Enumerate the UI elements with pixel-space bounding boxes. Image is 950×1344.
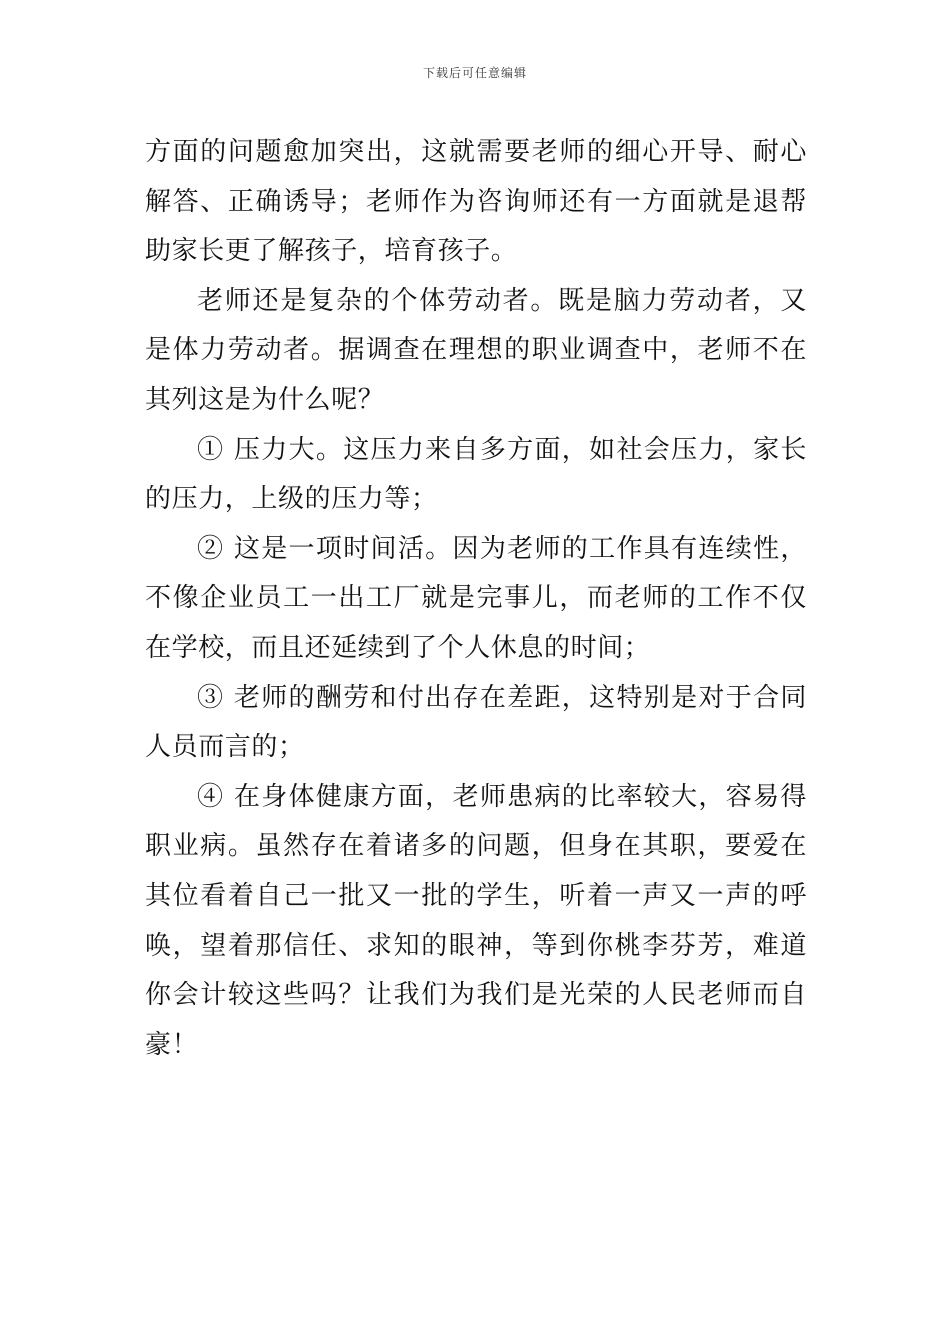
paragraph-3: ① 压力大。这压力来自多方面，如社会压力，家长的压力，上级的压力等； <box>145 434 807 515</box>
page-header: 下载后可任意编辑 <box>422 66 527 80</box>
paragraph-5: ③ 老师的酬劳和付出存在差距，这特别是对于合同人员而言的； <box>145 682 807 763</box>
paragraph-6: ④ 在身体健康方面，老师患病的比率较大，容易得职业病。虽然存在着诸多的问题，但身在其职，要爱在其位看着自己一批又一批的学生，听着一声又一声的呼唤，望着那信任、求知的眼神，等到你桃李芬芳，难道你会计较这些吗？让我们为我们是光荣的人民老师而自豪！ <box>145 781 807 1060</box>
paragraph-4: ② 这是一项时间活。因为老师的工作具有连续性，不像企业员工一出工厂就是完事儿，而老师的工作不仅在学校，而且还延续到了个人休息的时间； <box>145 533 807 663</box>
paragraph-2: 老师还是复杂的个体劳动者。既是脑力劳动者，又是体力劳动者。据调查在理想的职业调查中，老师不在其列这是为什么呢？ <box>145 285 807 415</box>
document-body <box>145 128 807 1070</box>
paragraph-1: 方面的问题愈加突出，这就需要老师的细心开导、耐心解答、正确诱导；老师作为咨询师还有一方面就是退帮助家长更了解孩子，培育孩子。 <box>145 137 807 267</box>
